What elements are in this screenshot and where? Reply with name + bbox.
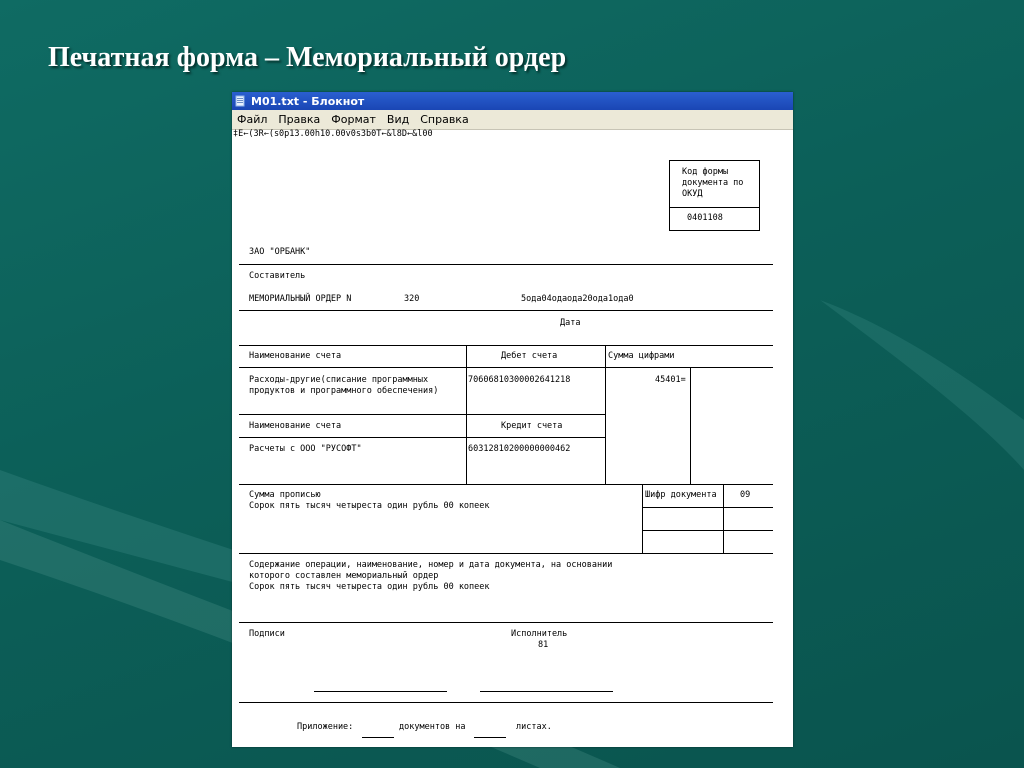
acct-name-header: Наименование счета bbox=[249, 351, 342, 361]
okud-code: 0401108 bbox=[687, 213, 723, 223]
credit-account: 60312810200000000462 bbox=[468, 444, 571, 454]
escape-sequence-line: ‡E←(3R←(s0p13.00h10.00v0s3b0T←&l8D←&l00 bbox=[233, 129, 433, 139]
sum-words-label: Сумма прописью bbox=[249, 490, 321, 500]
docs-on-label: документов на bbox=[399, 722, 466, 732]
credit-header: Кредит счета bbox=[501, 421, 563, 431]
notepad-window[interactable] bbox=[232, 92, 793, 747]
executor-value: 81 bbox=[538, 640, 549, 650]
doc-cipher-label: Шифр документа bbox=[645, 490, 717, 500]
window-title: M01.txt - Блокнот bbox=[251, 94, 365, 108]
debit-header: Дебет счета bbox=[501, 351, 558, 361]
menu-file[interactable]: Файл bbox=[237, 113, 268, 126]
date-label: Дата bbox=[560, 318, 581, 328]
content-line-2: которого составлен мемориальный ордер bbox=[249, 571, 439, 581]
document-text-area[interactable] bbox=[232, 129, 793, 747]
attach-label: Приложение: bbox=[297, 722, 354, 732]
menu-view[interactable]: Вид bbox=[386, 113, 410, 126]
menu-format[interactable]: Формат bbox=[331, 113, 376, 126]
content-line-1: Содержание операции, наименование, номер и дата документа, на основании bbox=[249, 560, 613, 570]
menu-bar bbox=[232, 110, 793, 130]
menu-edit[interactable]: Правка bbox=[278, 113, 321, 126]
order-number: 320 bbox=[404, 294, 420, 304]
window-titlebar[interactable] bbox=[232, 92, 793, 110]
amount-digits: 45401= bbox=[655, 375, 686, 385]
acct-name-header-2: Наименование счета bbox=[249, 421, 342, 431]
order-date-value: 5ода04одаода20ода1ода0 bbox=[521, 294, 634, 304]
credit-name: Расчеты с ООО "РУСОФТ" bbox=[249, 444, 362, 454]
debit-account: 70606810300002641218 bbox=[468, 375, 571, 385]
notepad-icon bbox=[235, 95, 246, 107]
okud-label-line-2: документа по bbox=[682, 178, 744, 188]
menu-help[interactable]: Справка bbox=[420, 113, 469, 126]
order-title: МЕМОРИАЛЬНЫЙ ОРДЕР N bbox=[249, 294, 352, 304]
signatures-label: Подписи bbox=[249, 629, 285, 639]
sum-words: Сорок пять тысяч четыреста один рубль 00 копеек bbox=[249, 501, 490, 511]
executor-label: Исполнитель bbox=[511, 629, 568, 639]
doc-cipher-value: 09 bbox=[740, 490, 751, 500]
sum-digits-header: Сумма цифрами bbox=[608, 351, 675, 361]
okud-label-line-3: ОКУД bbox=[682, 189, 703, 199]
sheets-label: листах. bbox=[516, 722, 552, 732]
content-line-3: Сорок пять тысяч четыреста один рубль 00 копеек bbox=[249, 582, 490, 592]
okud-label-line-1: Код формы bbox=[682, 167, 729, 177]
debit-name-line-1: Расходы-другие(списание программных bbox=[249, 375, 429, 385]
debit-name-line-2: продуктов и программного обеспечения) bbox=[249, 386, 439, 396]
compiler-label: Составитель bbox=[249, 271, 306, 281]
slide-title: Печатная форма – Мемориальный ордер bbox=[48, 42, 567, 73]
bank-name: ЗАО "ОРБАНК" bbox=[249, 247, 311, 257]
